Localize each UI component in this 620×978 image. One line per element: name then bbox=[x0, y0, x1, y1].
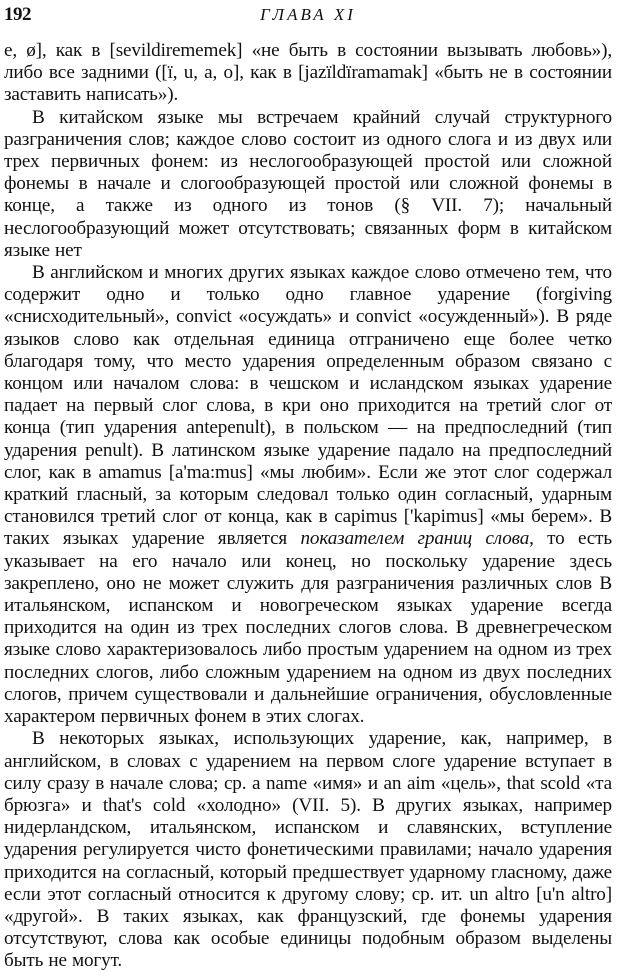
paragraph-text-segment: , то есть указывает на его начало или конец, но поскольку ударение здесь закреплено, оно не может служить для разграничения различных слов В итальянском, испанском и новогреческом языках ударение всегда приходится на один из трех последних слогов слова. В древнегреческом языке слово характеризовалось либо простым ударением на одном из трех последних слогов, либо сложным ударением на одном из двух последних слогов, причем существовали и дальнейшие ограничения, обусловленные характером первичных фонем в этих слогах. bbox=[4, 528, 612, 728]
paragraph-stress-onset: В некоторых языках, использующих ударение, как, например, в английском, в словах с ударением на первом слоге ударение вступает в силу сразу в начале слова; ср. a name «имя» и an aim «цель», that scold «та брюзга» и that's cold «холодно» (VII. 5). В других языках, например нидерландском, итальянском, испанском и славянских, вступление ударения регулируется чисто фонетическими правилами; начало ударения приходится на согласный, который предшествует ударному гласному, даже если этот согласный относится к другому слову; ср. ит. un altro [u'n altro] «другой». В таких языках, как французский, где фонемы ударения отсутствуют, слова как особые единицы подобным образом выделены быть не могут. bbox=[4, 728, 612, 972]
emphasized-term: показателем границ слова bbox=[300, 528, 530, 550]
page-header bbox=[4, 4, 612, 28]
paragraph-stress-boundaries bbox=[4, 262, 612, 728]
paragraph-chinese-words: В китайском языке мы встречаем крайний случай структурного разграничения слов; каждое слово состоит из одного слога и из двух или трех первичных фонем: из неслогообразующей простой или сложной фонемы в начале и слогообразующей простой или сложной фонемы в конце, а также из одного из тонов (§ VII. 7); начальный неслогообразующий может отсутствовать; связанных форм в китайском языке нет bbox=[4, 106, 612, 261]
paragraph-turkish-harmony: e, ø], как в [sevildirememek] «не быть в состоянии вызывать любовь»), либо все задними ([ï, u, a, o], как в [jazïldïramamak] «быть не в состоянии заставить написать»). bbox=[4, 40, 612, 106]
page-number: 192 bbox=[4, 4, 31, 25]
running-head: ГЛАВА XI bbox=[260, 5, 356, 24]
paragraph-text-segment: В английском и многих других языках каждое слово отмечено тем, что содержит одно и только одно главное ударение (forgiving «снисходительный», convict «осуждать» и convict «осужденный»). В ряде языков слово как отдельная единица отграничено еще более четко благодаря тому, что место ударения определенным образом связано с концом или началом слова: в чешском и исландском языках ударение падает на первый слог слова, в кри оно приходится на третий слог от конца (тип ударения antepenult), в польском — на предпоследний (тип ударения penult). В латинском языке ударение падало на предпоследний слог, как в amamus [a'ma:mus] «мы любим». Если же этот слог содержал краткий гласный, за которым следовал только один согласный, ударным становился третий слог от конца, как в capimus ['kapimus] «мы берем». В таких языках ударение является bbox=[4, 262, 612, 550]
body-text bbox=[4, 40, 612, 973]
